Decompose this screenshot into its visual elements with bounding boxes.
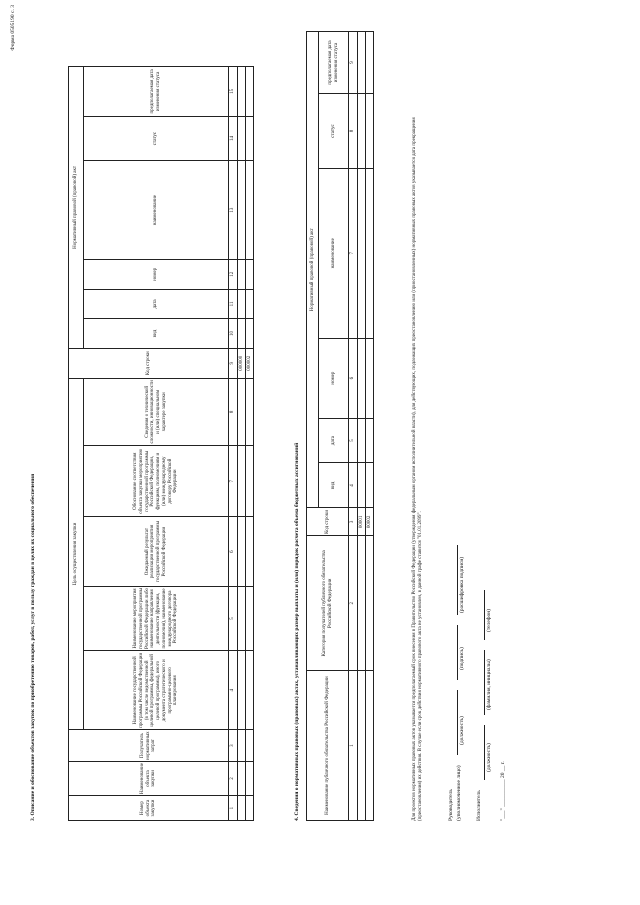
s4-h3: Код строки [307,508,349,536]
s4-col-num: 4 [349,463,358,508]
head-label-sub: (уполномоченное лицо) [456,765,462,821]
s4-col-num: 9 [349,32,358,94]
s4-col-num: 8 [349,94,358,169]
section4-table [306,31,374,821]
s3-goal: Цель осуществления закупки [69,378,84,730]
s4-col-num: 7 [349,168,358,338]
s3-h14: статус [84,116,229,160]
s3-col-num: 6 [229,517,238,586]
s3-col-num: 11 [229,289,238,319]
s4-h6: номер [319,338,349,418]
table-row [238,67,246,821]
table-row [358,32,366,821]
s4-col-num: 5 [349,418,358,463]
s3-h5: Наименование мероприятия государственной программы Российской Федерации либо наименование направления деятельности (функции, полномочия), наименование международного договора Российской Федерации [84,586,229,650]
s4-h8: статус [319,94,349,169]
caption-position2: (должность) [486,743,492,772]
s3-h8: Сведения о технической сложности, инновационности и (или) специальном характере закупки [84,378,229,445]
s3-h3: Получатель нормативных затрат [69,730,229,762]
s4-h2: Категория получателей публичного обязательства Российской Федерации [307,536,349,671]
head-label: Руководитель [448,789,454,821]
s3-col-num: 7 [229,446,238,517]
s3-h1: Номер объекта закупки [69,796,229,821]
s4-h7: наименование [319,168,349,338]
s4-h1: Наименование публичного обязательства Российской Федерации [307,671,349,821]
s4-npa: Нормативный правовой (правовой) акт [307,32,319,508]
fio-line [484,650,485,715]
executor-label: Исполнитель [476,790,482,821]
table-row [246,67,254,821]
s4-col-num: 1 [349,671,358,821]
s3-col-num: 2 [229,761,238,795]
s3-h9: Код строки [69,348,229,378]
position-line [457,690,458,755]
s3-col-num: 10 [229,319,238,349]
section3-title: 3. Описание и обоснование объектов закупок по приобретению товаров, работ, услуг в пользу граждан в целях их социального обеспечения [30,473,36,821]
s3-col-num: 3 [229,730,238,762]
s4-h4: вид [319,463,349,508]
phone-line [484,590,485,640]
s3-h2: Наименование объекта закупки [69,761,229,795]
section4-title: 4. Сведения о нормативных правовых (правовых) актах, устанавливающих размер выплаты и (или) порядок расчета объема бюджетных ассигнований [294,442,300,821]
s3-col-num: 14 [229,116,238,160]
caption-fio: (фамилия, инициалы) [486,659,492,710]
s4-row-code: 00001 [358,508,366,536]
s3-col-num: 5 [229,586,238,650]
s3-h6: Ожидаемый результат реализации мероприятия государственной программы Российской Федерации [84,517,229,586]
footnote: Для проектов нормативных правовых актов указывается предполагаемый срок внесения в Правительство Российской Федерации (утверждения федеральным органом исполнительной власти), для действующих, подлежащих приостановлению или (приостановленных) нормативных правовых актов указывается дата прекращения (приостановления) их действия. В случае если срок действия нормативного правового акта не установлен, в данной графе ставится "01.01.2099". [412,117,423,821]
s3-h4: Наименование государственной программы Российской Федерации (в том числе ведомственной целевой программы, федеральной целевой программы), иного документа стратегического и программно-целевого планирования [84,651,229,730]
signature-line [457,625,458,680]
s4-h5: дата [319,418,349,463]
s3-h10: вид [84,319,229,349]
caption-phone: (телефон) [486,608,492,632]
s3-h12: номер [84,259,229,289]
s3-col-num: 15 [229,67,238,117]
caption-signature: (подпись) [459,647,465,670]
s3-col-num: 4 [229,651,238,730]
caption-decoding: (расшифровка подписи) [459,556,465,613]
decoding-line [457,545,458,615]
s3-row-code: 000002 [246,348,254,378]
s4-col-num: 3 [349,508,358,536]
date-line: "___" __________ 20 __ г. [500,761,506,821]
s3-h13: наименование [84,161,229,260]
s3-npa: Нормативный правовой (правовой) акт [69,67,84,349]
s4-col-num: 2 [349,536,358,671]
executor-position-line [484,725,485,780]
section3-table [68,66,254,821]
s4-row-code: 00002 [366,508,374,536]
s4-col-num: 6 [349,338,358,418]
s3-h11: дата [84,289,229,319]
s3-col-num: 13 [229,161,238,260]
s3-col-num: 8 [229,378,238,445]
caption-position: (должность) [459,716,465,745]
s3-col-num: 12 [229,259,238,289]
s3-h15: предполагаемая дата изменения статуса [84,67,229,117]
s3-col-num: 9 [229,348,238,378]
form-code: Форма 0505190 с. 3 [10,5,16,51]
s4-h9: предполагаемая дата изменения статуса [319,32,349,94]
s3-row-code: 000000 [238,348,246,378]
s3-col-num: 1 [229,796,238,821]
table-row [366,32,374,821]
s3-h7: Обоснование соответствия объекта закупки мероприятию государственной программы Российской Федерации, функциям, полномочиям и (или) международному договору Российской Федерации [84,446,229,517]
